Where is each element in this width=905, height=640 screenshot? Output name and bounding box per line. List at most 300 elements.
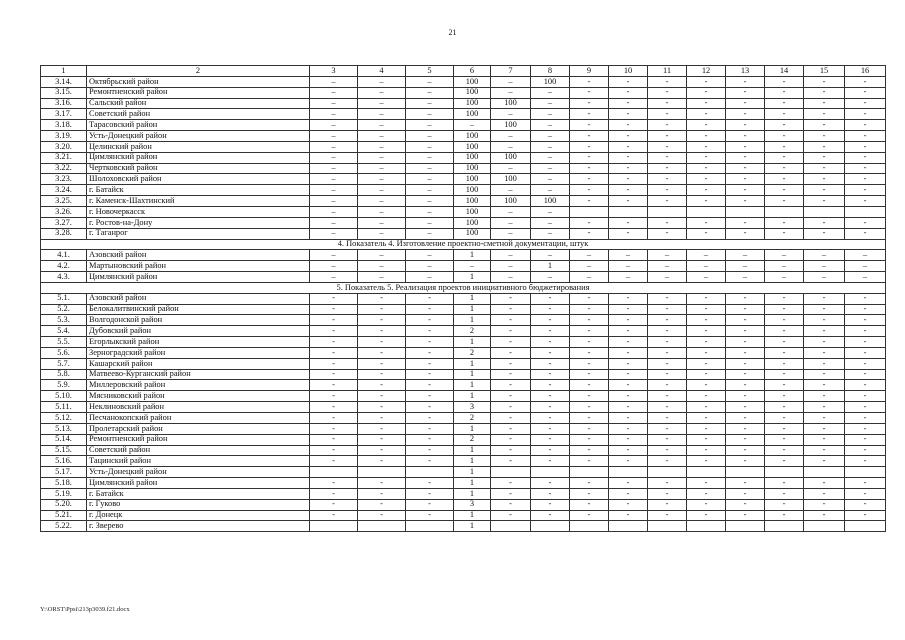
value-cell: - [804,196,845,207]
table-row [41,196,886,207]
value-cell: 100 [454,141,491,152]
value-cell: - [310,315,358,326]
value-cell: – [406,196,454,207]
value-cell: - [491,391,531,402]
value-cell: - [845,402,886,413]
value-cell: - [765,402,804,413]
value-cell: - [570,499,609,510]
row-number: 5.18. [41,478,87,489]
table-row [41,315,886,326]
district-name: Азовский район [87,293,310,304]
row-number: 3.19. [41,131,87,142]
value-cell: - [570,196,609,207]
value-cell: - [845,337,886,348]
table-row [41,76,886,87]
row-number: 5.13. [41,423,87,434]
value-cell: - [765,315,804,326]
value-cell [648,521,687,532]
value-cell: 1 [454,423,491,434]
value-cell: – [454,261,491,272]
value-cell: - [531,413,570,424]
value-cell: - [687,402,726,413]
value-cell: – [310,196,358,207]
district-name: г. Новочеркасск [87,206,310,217]
district-name: г. Каменск-Шахтинский [87,196,310,207]
value-cell [491,467,531,478]
value-cell: - [609,163,648,174]
value-cell: – [687,272,726,283]
value-cell: - [648,326,687,337]
value-cell: - [804,109,845,120]
district-name: Тарасовский район [87,120,310,131]
value-cell: - [845,391,886,402]
value-cell: - [648,131,687,142]
value-cell: – [491,250,531,261]
value-cell: - [531,337,570,348]
row-number: 5.3. [41,315,87,326]
value-cell: - [687,152,726,163]
row-number: 5.11. [41,402,87,413]
value-cell: - [609,76,648,87]
district-name: г. Донецк [87,510,310,521]
value-cell: - [726,87,765,98]
value-cell: - [406,337,454,348]
value-cell: - [845,141,886,152]
value-cell [609,467,648,478]
value-cell: - [726,304,765,315]
value-cell: - [804,423,845,434]
value-cell: - [765,174,804,185]
value-cell: – [358,163,406,174]
table-row [41,109,886,120]
value-cell: - [491,293,531,304]
value-cell: - [310,456,358,467]
column-header: 13 [726,66,765,77]
district-name: г. Ростов-на-Дону [87,217,310,228]
district-name: г. Таганрог [87,228,310,239]
value-cell: - [687,434,726,445]
value-cell: – [531,206,570,217]
value-cell: - [765,488,804,499]
value-cell: - [358,391,406,402]
table-row [41,358,886,369]
value-cell: 1 [454,369,491,380]
value-cell: - [609,347,648,358]
table-row [41,478,886,489]
value-cell: - [648,347,687,358]
value-cell: – [845,261,886,272]
value-cell: - [804,413,845,424]
table-row [41,163,886,174]
value-cell: - [845,369,886,380]
value-cell: - [765,131,804,142]
value-cell: – [648,272,687,283]
table-row [41,293,886,304]
row-number: 5.5. [41,337,87,348]
value-cell [687,521,726,532]
value-cell: – [358,228,406,239]
value-cell [570,521,609,532]
table-row [41,445,886,456]
value-cell: - [804,315,845,326]
value-cell: – [310,174,358,185]
value-cell: - [804,228,845,239]
column-header: 4 [358,66,406,77]
table-row [41,141,886,152]
value-cell [358,467,406,478]
value-cell: - [358,456,406,467]
value-cell [648,206,687,217]
value-cell: - [570,217,609,228]
value-cell: – [531,109,570,120]
value-cell: - [845,315,886,326]
value-cell: - [609,315,648,326]
value-cell: - [804,478,845,489]
value-cell: - [609,185,648,196]
value-cell: - [765,413,804,424]
district-name: Миллеровский район [87,380,310,391]
value-cell: - [804,185,845,196]
value-cell: - [845,131,886,142]
value-cell: - [570,358,609,369]
value-cell: - [491,445,531,456]
value-cell: - [804,87,845,98]
value-cell: - [726,358,765,369]
table-row [41,347,886,358]
value-cell: - [310,304,358,315]
value-cell: - [358,402,406,413]
value-cell: - [687,315,726,326]
value-cell: - [845,488,886,499]
value-cell: - [845,185,886,196]
value-cell: 1 [454,478,491,489]
value-cell: 100 [454,217,491,228]
file-path-footer: Y:\ORST\Ppsi\213p3039.f21.docx [40,606,130,613]
value-cell: - [570,369,609,380]
value-cell: - [648,402,687,413]
value-cell: – [531,174,570,185]
value-cell: - [765,391,804,402]
value-cell: 100 [491,98,531,109]
value-cell: - [687,347,726,358]
value-cell: - [648,423,687,434]
value-cell [609,206,648,217]
value-cell: - [648,98,687,109]
value-cell: 1 [454,250,491,261]
value-cell: – [531,272,570,283]
value-cell: - [648,315,687,326]
value-cell: – [726,261,765,272]
value-cell: - [570,391,609,402]
value-cell: – [454,120,491,131]
value-cell: – [765,261,804,272]
value-cell: - [804,510,845,521]
value-cell: - [765,510,804,521]
value-cell: – [491,217,531,228]
value-cell: – [570,250,609,261]
value-cell: - [845,499,886,510]
row-number: 3.24. [41,185,87,196]
value-cell: – [406,272,454,283]
value-cell: - [406,510,454,521]
value-cell: - [726,174,765,185]
column-header: 8 [531,66,570,77]
table-row [41,337,886,348]
value-cell: - [845,413,886,424]
value-cell: - [845,163,886,174]
district-name: Ремонтненский район [87,87,310,98]
value-cell: 100 [454,76,491,87]
value-cell: - [726,152,765,163]
value-cell: - [726,456,765,467]
value-cell: - [726,326,765,337]
value-cell: - [804,152,845,163]
value-cell: – [406,87,454,98]
value-cell: - [687,488,726,499]
value-cell [609,521,648,532]
row-number: 3.16. [41,98,87,109]
value-cell: – [648,261,687,272]
value-cell: - [687,326,726,337]
value-cell: - [687,120,726,131]
district-name: Зерноградский район [87,347,310,358]
value-cell: – [406,217,454,228]
value-cell: - [804,488,845,499]
value-cell: - [726,445,765,456]
value-cell: - [570,445,609,456]
value-cell: – [531,131,570,142]
value-cell: - [648,488,687,499]
value-cell: – [310,120,358,131]
value-cell: - [609,510,648,521]
value-cell: – [358,261,406,272]
value-cell: - [310,402,358,413]
value-cell: - [491,315,531,326]
value-cell: - [310,488,358,499]
value-cell: - [491,369,531,380]
table-row [41,488,886,499]
value-cell: - [804,358,845,369]
table-row [41,434,886,445]
value-cell: - [310,478,358,489]
value-cell: - [804,131,845,142]
value-cell: - [491,488,531,499]
value-cell: - [648,445,687,456]
value-cell: - [804,304,845,315]
value-cell: – [358,131,406,142]
value-cell: – [406,131,454,142]
value-cell: – [531,120,570,131]
value-cell: - [609,434,648,445]
value-cell: - [310,369,358,380]
value-cell: - [406,402,454,413]
value-cell: - [609,337,648,348]
value-cell: – [406,228,454,239]
value-cell: - [765,478,804,489]
district-name: г. Батайск [87,185,310,196]
district-name: Чертковский район [87,163,310,174]
value-cell: - [687,174,726,185]
value-cell: - [531,304,570,315]
value-cell: - [609,358,648,369]
value-cell: - [845,423,886,434]
value-cell: – [609,250,648,261]
value-cell: - [687,423,726,434]
value-cell: - [570,304,609,315]
value-cell: – [358,87,406,98]
value-cell: - [687,337,726,348]
district-name: Цимлянский район [87,272,310,283]
value-cell: - [358,326,406,337]
value-cell: - [765,120,804,131]
column-header: 12 [687,66,726,77]
value-cell: - [531,499,570,510]
value-cell [406,521,454,532]
table-row [41,272,886,283]
value-cell [804,206,845,217]
value-cell: - [609,391,648,402]
value-cell: - [609,196,648,207]
row-number: 5.14. [41,434,87,445]
value-cell: – [406,141,454,152]
value-cell: – [531,228,570,239]
value-cell: – [406,152,454,163]
value-cell: - [406,358,454,369]
value-cell: - [358,445,406,456]
value-cell: - [491,304,531,315]
district-name: Неклиновский район [87,402,310,413]
value-cell: 100 [531,196,570,207]
value-cell: - [310,380,358,391]
value-cell: 1 [454,445,491,456]
value-cell: - [726,163,765,174]
value-cell: - [531,347,570,358]
value-cell: - [648,228,687,239]
value-cell: - [570,185,609,196]
column-header: 10 [609,66,648,77]
value-cell: - [648,174,687,185]
row-number: 5.10. [41,391,87,402]
value-cell: - [491,380,531,391]
value-cell: – [765,250,804,261]
value-cell: - [726,217,765,228]
value-cell: - [570,456,609,467]
value-cell: - [531,326,570,337]
value-cell: 100 [454,206,491,217]
value-cell: - [648,337,687,348]
value-cell: - [609,478,648,489]
value-cell: - [687,456,726,467]
value-cell: - [310,499,358,510]
value-cell: - [531,456,570,467]
value-cell [491,521,531,532]
value-cell: – [491,87,531,98]
value-cell: - [845,380,886,391]
value-cell: - [609,402,648,413]
value-cell: – [310,261,358,272]
value-cell: - [726,347,765,358]
value-cell: - [570,380,609,391]
value-cell: – [406,109,454,120]
value-cell: - [648,499,687,510]
value-cell: 1 [454,293,491,304]
value-cell: - [531,478,570,489]
value-cell: - [609,174,648,185]
value-cell: – [358,120,406,131]
value-cell: - [531,369,570,380]
value-cell: 1 [454,391,491,402]
value-cell: - [609,445,648,456]
row-number: 5.19. [41,488,87,499]
table-row [41,250,886,261]
value-cell: - [570,413,609,424]
value-cell: - [726,293,765,304]
value-cell: – [406,174,454,185]
value-cell: - [687,510,726,521]
value-cell: – [358,196,406,207]
table-header-row [41,66,886,77]
row-number: 3.21. [41,152,87,163]
value-cell: - [358,358,406,369]
value-cell: - [531,423,570,434]
section-header-row [41,282,886,293]
value-cell: 1 [454,358,491,369]
value-cell: 3 [454,499,491,510]
value-cell: - [845,347,886,358]
value-cell [406,467,454,478]
value-cell: - [765,304,804,315]
value-cell: - [648,185,687,196]
row-number: 5.7. [41,358,87,369]
value-cell: – [804,250,845,261]
value-cell: - [687,304,726,315]
row-number: 3.28. [41,228,87,239]
value-cell: - [406,380,454,391]
value-cell: - [406,293,454,304]
value-cell: - [687,217,726,228]
value-cell: - [648,413,687,424]
value-cell: - [570,152,609,163]
value-cell: – [804,272,845,283]
value-cell: - [358,423,406,434]
district-name: Целинский район [87,141,310,152]
value-cell: – [687,250,726,261]
value-cell: - [726,196,765,207]
value-cell [648,467,687,478]
row-number: 5.9. [41,380,87,391]
value-cell: - [804,337,845,348]
value-cell: – [491,141,531,152]
value-cell: – [726,250,765,261]
district-name: Дубовский район [87,326,310,337]
value-cell: - [570,98,609,109]
value-cell: - [491,402,531,413]
value-cell: - [765,217,804,228]
value-cell: - [531,315,570,326]
value-cell: – [531,185,570,196]
row-number: 5.4. [41,326,87,337]
value-cell: - [726,185,765,196]
table-row [41,521,886,532]
value-cell: – [310,163,358,174]
value-cell: 100 [454,152,491,163]
value-cell: – [358,217,406,228]
value-cell: - [765,293,804,304]
value-cell: 2 [454,326,491,337]
value-cell: - [648,141,687,152]
value-cell: - [570,109,609,120]
value-cell: - [609,217,648,228]
